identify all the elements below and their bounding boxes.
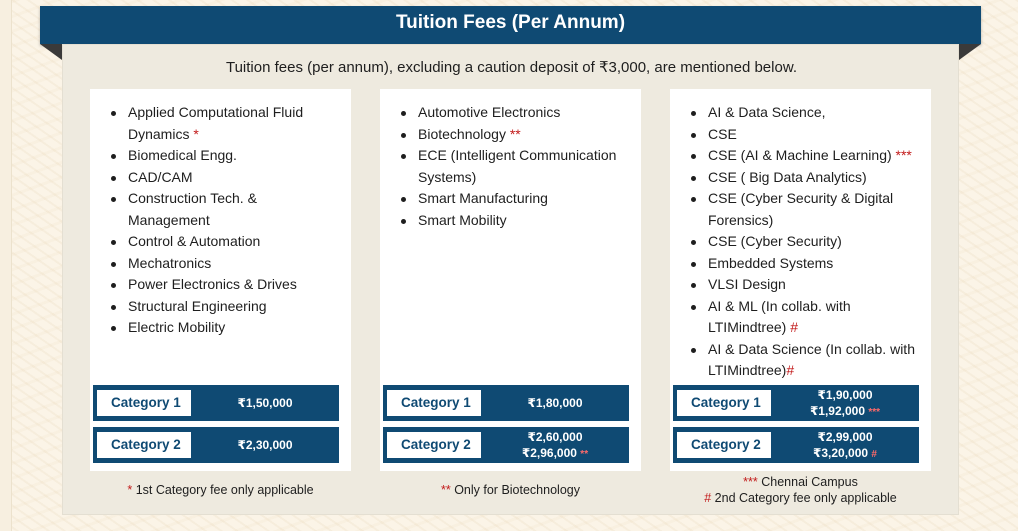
- list-item: [395, 188, 629, 210]
- footnote-mark: **: [441, 483, 451, 497]
- list-item: [685, 296, 919, 339]
- program-name: CSE ( Big Data Analytics): [708, 168, 867, 185]
- left-strip: [0, 0, 12, 531]
- program-name: Power Electronics & Drives: [128, 276, 297, 292]
- list-item: [685, 145, 919, 167]
- fee-value-alt: [771, 446, 919, 462]
- program-name: Applied Computational Fluid Dynamics: [128, 104, 304, 142]
- footnote-2: [380, 482, 641, 498]
- category-2-button[interactable]: Category 2: [677, 432, 771, 458]
- list-item: [105, 167, 339, 189]
- program-name: Smart Manufacturing: [418, 190, 548, 206]
- program-name: CAD/CAM: [128, 168, 193, 185]
- list-item: [685, 167, 919, 189]
- program-name: Electric Mobility: [128, 319, 226, 335]
- fee-row-category-1: [93, 385, 339, 421]
- list-item: [105, 253, 339, 275]
- fee-value-alt: [771, 404, 919, 420]
- list-item: [685, 102, 919, 124]
- program-name: VLSI Design: [708, 276, 786, 292]
- list-item: [105, 231, 339, 253]
- fee-row-category-1: [673, 385, 919, 421]
- footnote-mark: **: [509, 125, 521, 142]
- list-item: [105, 102, 339, 145]
- category-1-button[interactable]: Category 1: [97, 390, 191, 416]
- footnote-mark: *: [193, 125, 199, 142]
- fee-row-category-2: [93, 427, 339, 463]
- category-2-button[interactable]: Category 2: [387, 432, 481, 458]
- program-name: Automotive Electronics: [418, 104, 561, 120]
- list-item: [685, 231, 919, 253]
- fee-row-category-2: [673, 427, 919, 463]
- page-title: Tuition Fees (Per Annum): [40, 6, 981, 44]
- footnote-mark: ***: [895, 147, 912, 163]
- fee-amount: ₹1,92,000: [809, 404, 866, 418]
- list-item: [105, 188, 339, 231]
- program-name: AI & ML (In collab. with LTIMindtree): [708, 297, 851, 335]
- program-name: Smart Mobility: [418, 211, 507, 228]
- program-name: CSE (AI & Machine Learning): [708, 147, 892, 163]
- program-list: [90, 89, 351, 339]
- fee-value: ₹2,60,000: [527, 430, 583, 444]
- list-item: [395, 210, 629, 232]
- program-name: Construction Tech. & Management: [128, 190, 257, 228]
- fee-value: ₹1,90,000: [817, 388, 873, 402]
- fee-row-category-2: [383, 427, 629, 463]
- footnote-mark: #: [871, 449, 877, 460]
- fee-value: ₹2,30,000: [237, 438, 293, 452]
- list-item: [105, 145, 339, 167]
- program-name: Mechatronics: [128, 254, 212, 271]
- fee-value: ₹1,50,000: [237, 396, 293, 410]
- fee-value: ₹1,80,000: [527, 396, 583, 410]
- program-name: AI & Data Science (In collab. with LTIMindtree): [708, 340, 915, 378]
- list-item: [685, 339, 919, 382]
- list-item: [105, 274, 339, 296]
- ribbon-fold-right: [959, 44, 981, 60]
- program-name: CSE (Cyber Security): [708, 233, 842, 249]
- program-list: [380, 89, 641, 231]
- fee-value-alt: [481, 446, 629, 462]
- program-name: CSE (Cyber Security & Digital Forensics): [708, 190, 894, 228]
- program-list: [670, 89, 931, 382]
- list-item: [685, 274, 919, 296]
- footnote-text: Chennai Campus: [757, 475, 858, 489]
- footnote-mark: ***: [868, 407, 881, 418]
- list-item: [685, 188, 919, 231]
- footnote-text: 2nd Category fee only applicable: [711, 491, 897, 505]
- list-item: [395, 145, 629, 188]
- footnote-mark: #: [704, 491, 712, 505]
- footnote-mark: ***: [743, 475, 758, 489]
- program-name: Biotechnology: [418, 125, 506, 142]
- footnote-text: Only for Biotechnology: [450, 483, 580, 497]
- footnote-mark: #: [790, 319, 799, 335]
- footnote-3: [670, 474, 931, 506]
- category-1-button[interactable]: Category 1: [387, 390, 481, 416]
- list-item: [685, 253, 919, 275]
- ribbon-fold-left: [40, 44, 62, 60]
- program-name: Structural Engineering: [128, 297, 267, 314]
- list-item: [105, 296, 339, 318]
- program-name: Embedded Systems: [708, 254, 834, 271]
- fee-row-category-1: [383, 385, 629, 421]
- list-item: [395, 102, 629, 124]
- program-name: AI & Data Science,: [708, 104, 826, 120]
- footnote-mark: *: [127, 483, 133, 497]
- list-item: [395, 124, 629, 146]
- program-name: CSE: [708, 125, 737, 142]
- intro-text: Tuition fees (per annum), excluding a caution deposit of ₹3,000, are mentioned below.: [225, 59, 797, 76]
- fee-amount: ₹3,20,000: [813, 446, 869, 460]
- program-name: Control & Automation: [128, 233, 261, 249]
- program-card-2: [380, 89, 641, 471]
- program-card-3: [670, 89, 931, 471]
- list-item: [685, 124, 919, 146]
- footnote-1: [90, 482, 351, 498]
- footnote-mark: **: [580, 449, 589, 460]
- fee-value: ₹2,99,000: [817, 430, 873, 444]
- footnote-text: 1st Category fee only applicable: [132, 483, 314, 497]
- list-item: [105, 317, 339, 339]
- category-1-button[interactable]: Category 1: [677, 390, 771, 416]
- fees-panel: [62, 44, 959, 515]
- category-2-button[interactable]: Category 2: [97, 432, 191, 458]
- footnote-mark: #: [786, 362, 795, 378]
- fee-amount: ₹2,96,000: [521, 446, 577, 460]
- program-name: ECE (Intelligent Communication Systems): [418, 147, 617, 185]
- program-card-1: [90, 89, 351, 471]
- program-name: Biomedical Engg.: [128, 147, 237, 163]
